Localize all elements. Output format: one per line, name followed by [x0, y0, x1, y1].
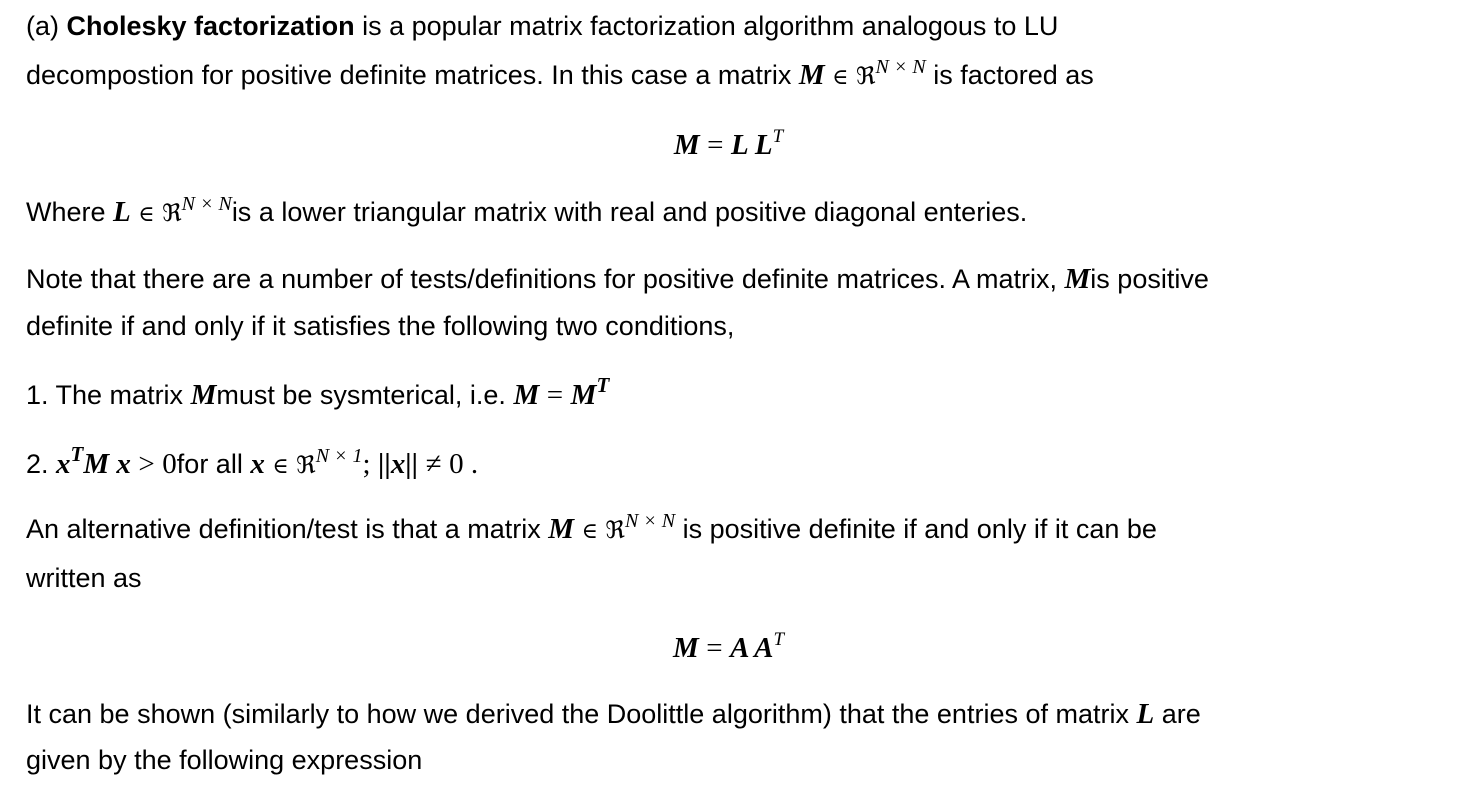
paragraph-a-prefix: (a)	[26, 11, 67, 41]
paragraph-a-line-2-text: decompostion for positive definite matrices. In this case a matrix	[26, 60, 799, 90]
element-of-symbol-3: ∈	[272, 454, 289, 479]
real-numbers-symbol: ℜ	[855, 62, 876, 90]
cond1-rest: must be sysmterical, i.e.	[216, 380, 514, 410]
cholesky-term: Cholesky factorization	[66, 11, 355, 41]
last-line-2	[26, 747, 422, 774]
real-numbers-symbol-2: ℜ	[162, 199, 182, 227]
element-of-symbol-4: ∈	[581, 519, 598, 544]
cond1-text: 1. The matrix	[26, 380, 191, 410]
cond2-semicolon: ;	[362, 448, 371, 480]
alt-line-1-suffix: is positive definite if and only if it can be	[675, 514, 1157, 544]
cond1-matrix-m: M	[190, 379, 217, 411]
note-matrix-m: M	[1064, 263, 1091, 295]
alt-line-1-text: An alternative definition/test is that a matrix	[26, 514, 549, 544]
cond2-x: x	[56, 448, 71, 480]
equation-m-equals-aat	[0, 630, 1457, 663]
cond2-prefix: 2.	[26, 449, 57, 479]
cond2-x-var: x	[250, 448, 265, 480]
dimension-superscript: N × N	[875, 56, 926, 78]
last-line-2-text: given by the following expression	[26, 745, 423, 775]
note-line-1	[26, 265, 1209, 294]
matrix-l-symbol: L	[113, 196, 131, 228]
note-line-2	[26, 313, 734, 340]
cond2-set-superscript: N × 1	[315, 445, 363, 467]
alt-line-2	[26, 565, 142, 592]
cond1-equals: =	[546, 379, 564, 411]
element-of-symbol-2: ∈	[138, 202, 155, 227]
cond1-eq-lhs: M	[513, 379, 540, 411]
cond2-transpose: T	[70, 442, 84, 466]
cond2-zero: 0	[162, 448, 177, 480]
matrix-m-symbol: M	[798, 59, 825, 91]
paragraph-a-line-1-rest: is a popular matrix factorization algorithm analogous to LU	[354, 11, 1059, 41]
eq2-transpose: T	[773, 629, 785, 650]
eq2-lhs: M	[672, 632, 699, 664]
where-suffix: is a lower triangular matrix with real and positive diagonal enteries.	[231, 197, 1028, 227]
dimension-superscript-2: N × N	[181, 193, 232, 215]
eq1-transpose: T	[772, 126, 784, 147]
dimension-superscript-4: N × N	[624, 510, 676, 532]
cond2-for-all: for all	[176, 449, 251, 479]
cond2-greater-than: >	[138, 448, 155, 480]
where-prefix: Where	[26, 197, 114, 227]
paragraph-a-line-2-suffix: is factored as	[925, 60, 1094, 90]
cond1-eq-rhs: M	[570, 379, 597, 411]
element-of-symbol: ∈	[832, 65, 849, 90]
paragraph-a-line-1	[26, 13, 1058, 40]
eq1-rhs: L L	[731, 129, 773, 161]
condition-1	[26, 375, 609, 410]
alt-line-1	[26, 511, 1157, 544]
paragraph-a-line-2	[26, 57, 1094, 90]
cond2-not-equal: ≠	[425, 448, 442, 480]
where-line	[26, 194, 1027, 227]
last-line-1-text: It can be shown (similarly to how we derived the Doolittle algorithm) that the entries of matrix	[26, 699, 1137, 729]
note-line-1-suffix: is positive	[1090, 264, 1209, 294]
eq1-equals: =	[707, 129, 724, 161]
cond2-norm: ||x||	[378, 448, 419, 480]
eq2-equals: =	[706, 632, 723, 664]
last-line-1	[26, 700, 1201, 729]
note-line-2-text: definite if and only if it satisfies the following two conditions,	[26, 311, 735, 341]
alt-matrix-m: M	[548, 513, 575, 545]
eq2-rhs: A A	[730, 632, 774, 664]
last-line-1-suffix: are	[1154, 699, 1201, 729]
last-matrix-l: L	[1136, 698, 1155, 730]
eq1-lhs: M	[673, 129, 700, 161]
equation-m-equals-llt	[0, 127, 1457, 160]
note-line-1-text: Note that there are a number of tests/definitions for positive definite matrices. A matrix,	[26, 264, 1065, 294]
alt-line-2-text: written as	[26, 563, 142, 593]
condition-2	[26, 444, 478, 479]
cond1-transpose: T	[596, 373, 610, 397]
cond2-mx: M x	[83, 448, 131, 480]
real-numbers-symbol-4: ℜ	[605, 516, 625, 544]
real-numbers-symbol-3: ℜ	[296, 451, 316, 479]
cond2-end: 0 .	[449, 448, 479, 480]
